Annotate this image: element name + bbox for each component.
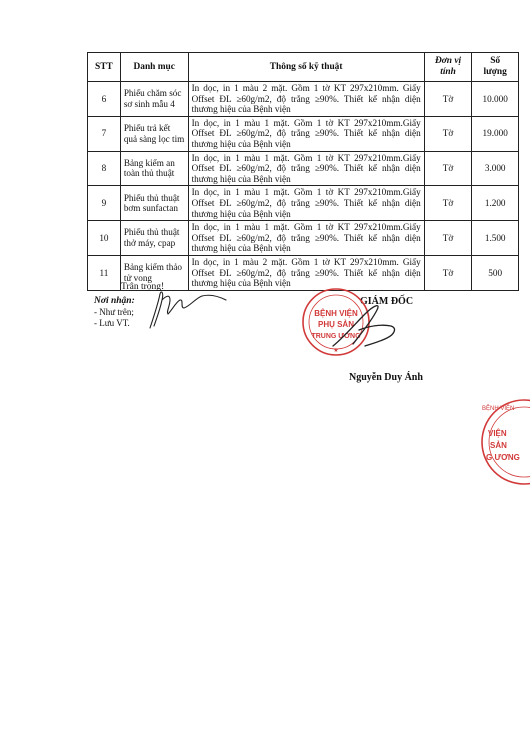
row-unit: Tờ <box>424 82 472 117</box>
recipients-title: Nơi nhận: <box>94 296 135 306</box>
row-category: Bảng kiểm an toàn thủ thuật <box>120 151 188 186</box>
specification-table <box>87 52 519 291</box>
row-qty: 10.000 <box>472 82 519 117</box>
row-spec: In dọc, in 1 màu 2 mặt. Gồm 1 tờ KT 297x210mm. Giấy Offset ĐL ≥60g/m2, độ trắng ≥90%. Thiết kế nhận diện thương hiệu của Bệnh viện <box>188 82 424 117</box>
initial-signature <box>140 286 230 332</box>
director-name: Nguyễn Duy Ánh <box>349 372 423 383</box>
row-stt: 11 <box>88 255 121 290</box>
header-category: Danh mục <box>120 53 188 82</box>
row-stt: 8 <box>88 151 121 186</box>
edge-stamp-line4: BỆNH VIỆN <box>482 406 515 412</box>
edge-stamp-line3: G ƯƠNG <box>486 453 520 462</box>
row-qty: 19.000 <box>472 116 519 151</box>
row-category: Phiếu chăm sóc sơ sinh mẫu 4 <box>120 82 188 117</box>
header-qty-line2: lượng <box>483 67 507 77</box>
table-row <box>88 151 519 186</box>
header-stt: STT <box>88 53 121 82</box>
row-qty: 3.000 <box>472 151 519 186</box>
stamp-line3: TRUNG ƯƠNG <box>311 333 361 340</box>
row-qty: 500 <box>472 255 519 290</box>
row-stt: 9 <box>88 186 121 221</box>
recipient-item: - Như trên; <box>94 307 134 317</box>
row-unit: Tờ <box>424 116 472 151</box>
row-qty: 1.500 <box>472 221 519 256</box>
table-row <box>88 82 519 117</box>
closing-greeting: Trân trọng! <box>121 282 165 292</box>
stamp-line1: BỆNH VIỆN <box>314 309 358 318</box>
row-stt: 10 <box>88 221 121 256</box>
row-category: Phiếu thủ thuật bơm sunfactan <box>120 186 188 221</box>
edge-stamp <box>468 396 530 496</box>
header-spec: Thông số kỹ thuật <box>188 53 424 82</box>
header-unit <box>424 53 472 82</box>
row-spec: In dọc, in 1 màu 1 mặt. Gồm 1 tờ KT 297x210mm.Giấy Offset ĐL ≥60g/m2, độ trắng ≥90%. Thiết kế nhận diện thương hiệu của Bệnh viện <box>188 116 424 151</box>
row-category: Phiếu thủ thuật thở máy, cpap <box>120 221 188 256</box>
row-stt: 7 <box>88 116 121 151</box>
row-category: Bảng kiểm thảo tử vong <box>120 255 188 290</box>
edge-stamp-line1: VIỆN <box>488 429 507 438</box>
header-qty <box>472 53 519 82</box>
row-unit: Tờ <box>424 186 472 221</box>
stamp-line2: PHỤ SẢN <box>317 320 355 329</box>
row-unit: Tờ <box>424 151 472 186</box>
header-unit-line2: tính <box>440 67 456 77</box>
row-spec: In dọc, in 1 màu 1 mặt. Gồm 1 tờ KT 297x210mm.Giấy Offset ĐL ≥60g/m2, độ trắng ≥90%. Thiết kế nhận diện thương hiệu của Bệnh viện <box>188 221 424 256</box>
row-unit: Tờ <box>424 255 472 290</box>
director-signature <box>325 296 405 356</box>
header-unit-line1: Đơn vị <box>434 56 462 67</box>
row-spec: In dọc, in 1 màu 2 mặt. Gồm 1 tờ KT 297x210mm. Giấy Offset ĐL ≥60g/m2, độ trắng ≥90%. Thiết kế nhận diện thương hiệu của Bệnh viện <box>188 255 424 290</box>
row-spec: In dọc, in 1 màu 1 mặt. Gồm 1 tờ KT 297x210mm.Giấy Offset ĐL ≥60g/m2, độ trắng ≥90%. Thiết kế nhận diện thương hiệu của Bệnh viện <box>188 186 424 221</box>
table-row <box>88 186 519 221</box>
table-row <box>88 221 519 256</box>
row-stt: 6 <box>88 82 121 117</box>
svg-text:★: ★ <box>333 348 339 354</box>
row-category: Phiếu trả kết quả sàng lọc tim <box>120 116 188 151</box>
row-qty: 1.200 <box>472 186 519 221</box>
edge-stamp-line2: SẢN <box>490 441 507 450</box>
recipient-item: - Lưu VT. <box>94 318 130 328</box>
director-title: GIÁM ĐỐC <box>360 296 414 307</box>
row-spec: In dọc, in 1 màu 1 mặt. Gồm 1 tờ KT 297x210mm.Giấy Offset ĐL ≥60g/m2, độ trắng ≥90%. Thiết kế nhận diện thương hiệu của Bệnh viện <box>188 151 424 186</box>
table-row <box>88 116 519 151</box>
recipients-block <box>94 296 135 329</box>
row-unit: Tờ <box>424 221 472 256</box>
table-header-row <box>88 53 519 82</box>
header-qty-line1: Số <box>490 56 501 67</box>
